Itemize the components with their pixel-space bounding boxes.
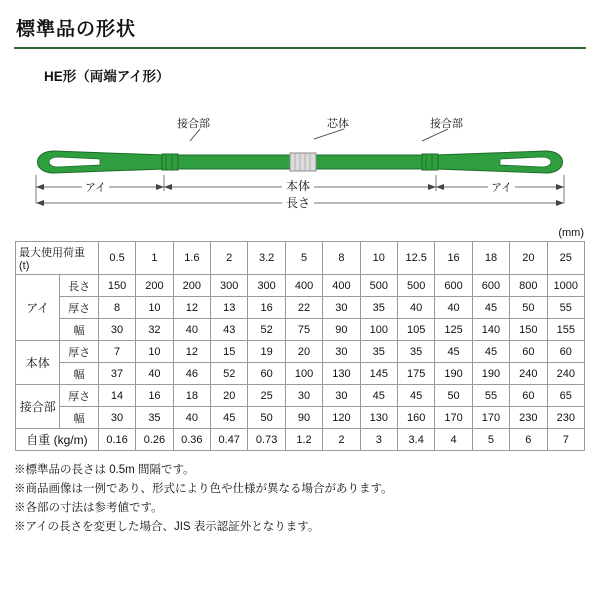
- table-cell: 0.47: [211, 429, 248, 451]
- table-cell: 800: [510, 275, 547, 297]
- table-row: [16, 341, 585, 363]
- table-cell: 30: [323, 341, 360, 363]
- table-row: [16, 275, 585, 297]
- table-cell: 100: [360, 319, 397, 341]
- capacity-header-cell: 20: [510, 242, 547, 275]
- table-cell: 240: [510, 363, 547, 385]
- table-cell: 90: [285, 407, 322, 429]
- table-cell: 125: [435, 319, 472, 341]
- capacity-header-cell: 1: [136, 242, 173, 275]
- table-cell: 1000: [547, 275, 584, 297]
- table-cell: 130: [323, 363, 360, 385]
- table-cell: 60: [248, 363, 285, 385]
- label-eye-left: アイ: [82, 179, 109, 195]
- note-item: ※商品画像は一例であり、形式により色や仕様が異なる場合があります。: [14, 482, 393, 495]
- note-item: ※標準品の長さは 0.5m 間隔です。: [14, 464, 195, 476]
- table-cell: 600: [435, 275, 472, 297]
- joint-right: [422, 154, 438, 170]
- capacity-header-cell: 8: [323, 242, 360, 275]
- table-cell: 155: [547, 319, 584, 341]
- table-cell: 15: [211, 341, 248, 363]
- table-cell: 170: [435, 407, 472, 429]
- table-cell: 20: [285, 341, 322, 363]
- eye-left-hole: [49, 157, 100, 167]
- table-header-row: [16, 242, 585, 275]
- row-sub-label: 厚さ: [60, 297, 98, 319]
- table-cell: 12: [173, 297, 210, 319]
- table-cell: 50: [248, 407, 285, 429]
- table-cell: 3.4: [397, 429, 434, 451]
- table-cell: 150: [98, 275, 135, 297]
- capacity-header-cell: 0.5: [98, 242, 135, 275]
- table-cell: 3: [360, 429, 397, 451]
- label-joint-left: 接合部: [177, 118, 210, 130]
- table-cell: 55: [547, 297, 584, 319]
- table-cell: 46: [173, 363, 210, 385]
- table-cell: 40: [397, 297, 434, 319]
- table-cell: 500: [397, 275, 434, 297]
- table-cell: 12: [173, 341, 210, 363]
- capacity-header-cell: 25: [547, 242, 584, 275]
- note-item: ※各部の寸法は参考値です。: [14, 501, 163, 514]
- joint-left: [162, 154, 178, 170]
- table-cell: 52: [248, 319, 285, 341]
- table-cell: 30: [323, 385, 360, 407]
- notes-block: [14, 461, 600, 537]
- label-core: 芯体: [327, 118, 349, 130]
- table-cell: 120: [323, 407, 360, 429]
- table-cell: 60: [510, 385, 547, 407]
- page-title: 標準品の形状: [16, 19, 137, 40]
- table-cell: 30: [98, 407, 135, 429]
- table-cell: 20: [211, 385, 248, 407]
- table-cell: 35: [360, 297, 397, 319]
- table-cell: 22: [285, 297, 322, 319]
- table-cell: 16: [136, 385, 173, 407]
- table-cell: 19: [248, 341, 285, 363]
- table-cell: 45: [435, 341, 472, 363]
- table-cell: 400: [323, 275, 360, 297]
- table-cell: 14: [98, 385, 135, 407]
- table-cell: 32: [136, 319, 173, 341]
- table-cell: 500: [360, 275, 397, 297]
- capacity-header-cell: 5: [285, 242, 322, 275]
- table-cell: 55: [472, 385, 509, 407]
- table-cell: 240: [547, 363, 584, 385]
- table-cell: 10: [136, 297, 173, 319]
- table-cell: 200: [173, 275, 210, 297]
- table-cell: 60: [510, 341, 547, 363]
- table-cell: 0.73: [248, 429, 285, 451]
- table-row: [16, 385, 585, 407]
- table-cell: 300: [248, 275, 285, 297]
- table-cell: 300: [211, 275, 248, 297]
- table-cell: 45: [211, 407, 248, 429]
- arrow-eye-left-start: [36, 184, 44, 190]
- arrow-eye-right-end: [556, 184, 564, 190]
- table-header-label: 最大使用荷重 (t): [16, 242, 99, 275]
- spec-table: [15, 241, 585, 451]
- table-cell: 45: [472, 341, 509, 363]
- unit-note: (mm): [558, 227, 584, 239]
- row-sub-label: 幅: [60, 363, 98, 385]
- table-cell: 10: [136, 341, 173, 363]
- table-cell: 100: [285, 363, 322, 385]
- table-cell: 190: [435, 363, 472, 385]
- table-cell: 600: [472, 275, 509, 297]
- table-row: [16, 363, 585, 385]
- table-cell: 40: [173, 407, 210, 429]
- row-sub-label: 幅: [60, 319, 98, 341]
- section-subtitle: HE形（両端アイ形）: [44, 69, 170, 84]
- table-cell: 18: [173, 385, 210, 407]
- table-cell: 150: [510, 319, 547, 341]
- table-cell: 40: [136, 363, 173, 385]
- row-group-label: 本体: [16, 341, 60, 385]
- capacity-header-cell: 2: [211, 242, 248, 275]
- table-cell: 140: [472, 319, 509, 341]
- label-joint-right: 接合部: [430, 118, 463, 130]
- page-root: [0, 14, 600, 614]
- table-cell: 160: [397, 407, 434, 429]
- table-cell: 35: [360, 341, 397, 363]
- table-cell: 60: [547, 341, 584, 363]
- capacity-header-cell: 16: [435, 242, 472, 275]
- table-cell: 52: [211, 363, 248, 385]
- table-cell: 30: [323, 297, 360, 319]
- table-cell: 175: [397, 363, 434, 385]
- arrow-body-start: [164, 184, 172, 190]
- table-cell: 75: [285, 319, 322, 341]
- table-cell: 65: [547, 385, 584, 407]
- table-cell: 0.26: [136, 429, 173, 451]
- row-sub-label: 厚さ: [60, 341, 98, 363]
- arrow-eye-left-end: [156, 184, 164, 190]
- table-row: [16, 407, 585, 429]
- table-cell: 7: [98, 341, 135, 363]
- capacity-header-cell: 10: [360, 242, 397, 275]
- table-cell: 25: [248, 385, 285, 407]
- table-cell: 50: [510, 297, 547, 319]
- table-cell: 45: [472, 297, 509, 319]
- table-cell: 30: [285, 385, 322, 407]
- table-cell: 16: [248, 297, 285, 319]
- table-cell: 40: [173, 319, 210, 341]
- table-cell: 130: [360, 407, 397, 429]
- table-cell: 105: [397, 319, 434, 341]
- table-cell: 6: [510, 429, 547, 451]
- table-cell: 145: [360, 363, 397, 385]
- table-cell: 230: [547, 407, 584, 429]
- table-cell: 5: [472, 429, 509, 451]
- table-cell: 230: [510, 407, 547, 429]
- table-cell: 50: [435, 385, 472, 407]
- table-cell: 30: [98, 319, 135, 341]
- table-cell: 37: [98, 363, 135, 385]
- capacity-header-cell: 18: [472, 242, 509, 275]
- label-eye-right: アイ: [488, 179, 515, 195]
- row-group-label: 接合部: [16, 385, 60, 429]
- capacity-header-cell: 1.6: [173, 242, 210, 275]
- label-total-length: 長さ: [282, 194, 314, 211]
- row-group-label: アイ: [16, 275, 60, 341]
- table-cell: 2: [323, 429, 360, 451]
- table-cell: 8: [98, 297, 135, 319]
- capacity-header-cell: 3.2: [248, 242, 285, 275]
- sling-diagram: [14, 91, 586, 225]
- table-cell: 35: [397, 341, 434, 363]
- table-cell: 45: [397, 385, 434, 407]
- row-group-label: 自重 (kg/m): [16, 429, 99, 451]
- table-cell: 13: [211, 297, 248, 319]
- eye-right-hole: [500, 157, 551, 167]
- table-cell: 90: [323, 319, 360, 341]
- note-item: ※アイの長さを変更した場合、JIS 表示認証外となります。: [14, 520, 320, 533]
- table-cell: 1.2: [285, 429, 322, 451]
- table-cell: 40: [435, 297, 472, 319]
- arrow-length-end: [556, 200, 564, 206]
- table-cell: 0.36: [173, 429, 210, 451]
- table-cell: 0.16: [98, 429, 135, 451]
- label-body: 本体: [282, 177, 314, 194]
- table-row: [16, 297, 585, 319]
- row-sub-label: 幅: [60, 407, 98, 429]
- table-cell: 7: [547, 429, 584, 451]
- table-cell: 43: [211, 319, 248, 341]
- table-row: [16, 429, 585, 451]
- capacity-header-cell: 12.5: [397, 242, 434, 275]
- row-sub-label: 厚さ: [60, 385, 98, 407]
- row-sub-label: 長さ: [60, 275, 98, 297]
- page-header: [14, 14, 586, 49]
- table-cell: 35: [136, 407, 173, 429]
- arrow-body-end: [428, 184, 436, 190]
- table-cell: 45: [360, 385, 397, 407]
- table-cell: 170: [472, 407, 509, 429]
- table-row: [16, 319, 585, 341]
- table-cell: 4: [435, 429, 472, 451]
- core-band: [290, 153, 316, 171]
- arrow-eye-right-start: [436, 184, 444, 190]
- table-cell: 200: [136, 275, 173, 297]
- arrow-length-start: [36, 200, 44, 206]
- table-cell: 400: [285, 275, 322, 297]
- table-cell: 190: [472, 363, 509, 385]
